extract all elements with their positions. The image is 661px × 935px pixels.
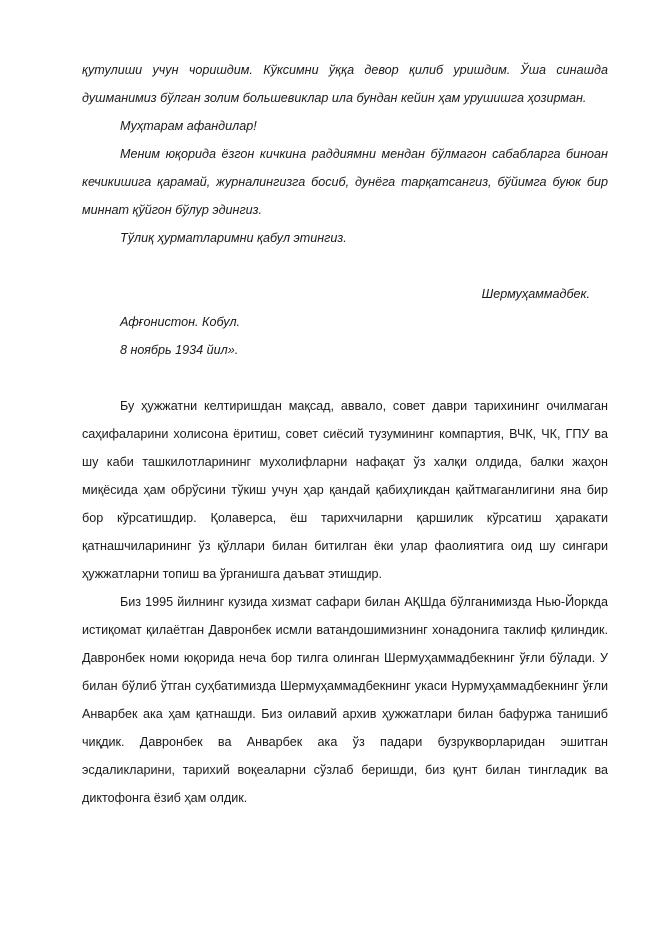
body-paragraph-2: Биз 1995 йилнинг кузида хизмат сафари билан АҚШда бўлганимизда Нью-Йоркда истиқомат қилаётган Давронбек исмли ватандошимизнинг хонадонига таклиф қилиндик. Давронбек номи юқорида неча бор тилга олинган Шермуҳаммадбекнинг ўғли бўлади. У билан бўлиб ўтган суҳбатимизда Шермуҳаммадбекнинг укаси Нурмуҳаммадбекнинг ўғли Анварбек ака ҳам қатнашди. Биз оилавий архив ҳужжатлари билан бафуржа танишиб чиқдик. Давронбек ва Анварбек ака ўз падари бузрукворларидан эшитган эсдаликларини, тарихий воқеаларни сўзлаб беришди, биз қунт билан тингладик ва диктофонга ёзиб ҳам олдик. <box>82 595 608 805</box>
letter-place: Афғонистон. Кобул. <box>120 315 241 329</box>
letter-greeting: Муҳтарам афандилар! <box>120 119 257 133</box>
document-page <box>82 56 608 812</box>
letter-paragraph-1: қутулиши учун чоришдим. Кўксимни ўққа девор қилиб уришдим. Ўша синашда душманимиз бўлган золим большевиклар ила бундан кейин ҳам урушишга ҳозирман. <box>82 63 608 105</box>
quoted-letter <box>82 56 608 364</box>
letter-closing: Тўлиқ ҳурматларимни қабул этингиз. <box>120 231 347 245</box>
letter-signature: Шермуҳаммадбек. <box>481 287 590 301</box>
main-text <box>82 392 608 812</box>
body-paragraph-1: Бу ҳужжатни келтиришдан мақсад, аввало, совет даври тарихининг очилмаган саҳифаларини холисона ёритиш, совет сиёсий тузумининг компартия, ВЧК, ЧК, ГПУ ва шу каби ташкилотларининг мухолифларни нафақат ўз халқи олдида, балки жаҳон миқёсида ҳам обрўсини тўкиш учун ҳар қандай қабиҳликдан қайтмаганлигини яна бир бор кўрсатишдир. Қолаверса, ёш тарихчиларни қаршилик кўрсатиш ҳаракати қатнашчиларининг ўз қўллари билан битилган ёки улар фаолиятига оид шу сингари ҳужжатларни топиш ва ўрганишга даъват этишдир. <box>82 399 608 581</box>
letter-date: 8 ноябрь 1934 йил». <box>120 343 239 357</box>
letter-paragraph-2: Меним юқорида ёзгон кичкина раддиямни мендан бўлмагон сабабларга биноан кечикишига қарамай, журналингизга босиб, дунёга тарқатсангиз, бўйимга буюк бир миннат қўйгон бўлур эдингиз. <box>82 147 608 217</box>
